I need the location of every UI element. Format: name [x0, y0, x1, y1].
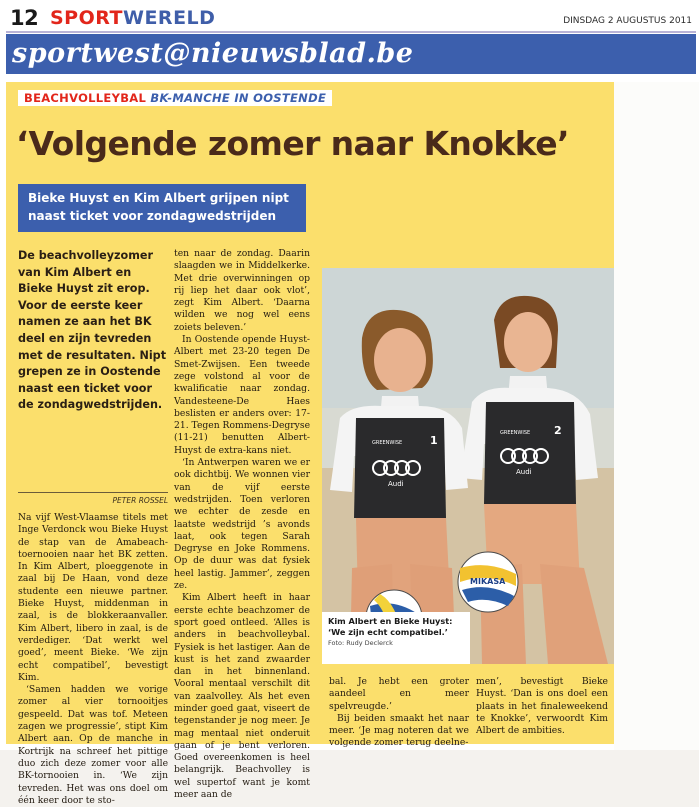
- paragraph: Bij beiden smaakt het naar meer. ‘Je mag noteren dat we volgende zomer terug deelne-: [329, 712, 469, 749]
- header-rule: [6, 31, 696, 33]
- jersey-number-left: 1: [430, 434, 438, 447]
- paragraph: ‘Samen hadden we vorige zomer al vier tornooitjes gespeeld. Dat was tof. Meteen zagen we progressie’, stipt Kim Albert aan. Op de manche in Kortrijk na schreef het pittige duo zich deze zomer voor alle BK-tornooien in. ‘We zijn tevreden. Het was ons doel om één keer door te sto-: [18, 684, 168, 806]
- article-column-2: [174, 248, 310, 801]
- article-byline: PETER ROSSEL: [18, 492, 168, 505]
- shirt-sponsor-left: GREENWISE: [372, 440, 403, 446]
- section-email[interactable]: sportwest@nieuwsblad.be: [12, 38, 414, 69]
- shirt-brand-right: Audi: [516, 468, 532, 476]
- kicker-event: BK-MANCHE IN OOSTENDE: [150, 91, 327, 105]
- jersey-number-right: 2: [554, 424, 562, 437]
- article-lead: De beachvolleyzomer van Kim Albert en Bieke Huyst zit erop. Voor de eerste keer namen ze aan het BK deel en zijn tevreden met de resultaten. Nipt grepen ze in Oostende naast een ticket voor de zondagwedstrijden.: [18, 249, 167, 412]
- photo-caption: [322, 612, 470, 664]
- photo-credit: Foto: Rudy Declerck: [328, 639, 393, 647]
- page-number: 12: [10, 6, 39, 30]
- caption-text: Kim Albert en Bieke Huyst: ‘We zijn echt compatibel.’: [328, 616, 453, 637]
- shirt-brand-left: Audi: [388, 480, 404, 488]
- article-block: [6, 82, 614, 806]
- paragraph: ten naar de zondag. Daarin slaagden we in Middelkerke. Met drie overwinningen op rij liep het daar ook vlot’, zegt Kim Albert. ‘Daarna wilden we nog wel eens zoiets beleven.’: [174, 248, 310, 333]
- beach-players-photo: [322, 268, 614, 664]
- paragraph: Kim Albert heeft in haar eerste echte beachzomer de sport goed ontleed. ‘Alles is anders in beachvolleybal. Fysiek is het lastiger. Aan de kust is het zand zwaarder dan in het binnenland. Vooral mentaal verschilt dit van zaalvolley. Als het even minder goed gaat, viseert de tegenstander je nog meer. Je mag mentaal niet onderuit gaan of je bent verloren. Goed overeenkomen is heel belangrijk. Beachvolley is wel supertof want je komt meer aan de: [174, 592, 310, 801]
- paragraph: men’, bevestigt Bieke Huyst. ‘Dan is ons doel een plaats in het finaleweekend te Knokke’, verwoordt Kim Albert de ambities.: [476, 676, 608, 737]
- paragraph: bal. Je hebt een groter aandeel en meer spelvreugde.’: [329, 676, 469, 712]
- article-headline: ‘Volgende zomer naar Knokke’: [16, 124, 569, 163]
- paragraph: Na vijf West-Vlaamse titels met Inge Verdonck wou Bieke Huyst de stap van de Amabeach-toernooien naar het BK zetten. In Kim Albert, ploeggenote in zaal bij De Haan, vond deze studente een nieuwe partner. Bieke Huyst, middenman in zaal, is de blokkeraanvaller. Kim Albert, libero in zaal, is de verdediger. ‘Dat werkt wel goed’, meent Bieke. ‘We zijn echt compatibel’, bevestigt Kim.: [18, 512, 168, 683]
- volleyball-right-icon: [458, 552, 518, 612]
- page-header: [6, 6, 696, 30]
- ball-brand: MIKASA: [470, 577, 506, 586]
- publication-date: DINSDAG 2 AUGUSTUS 2011: [563, 16, 692, 26]
- section-title-sport: SPORT: [50, 7, 123, 29]
- article-column-4: [476, 676, 608, 737]
- email-banner: [6, 34, 696, 74]
- article-column-3: [329, 676, 469, 750]
- section-title: [50, 7, 215, 29]
- kicker-sport: BEACHVOLLEYBAL: [24, 91, 147, 105]
- page-margin: [614, 82, 699, 750]
- paragraph: ‘In Antwerpen waren we er ook dichtbij. We wonnen vier van de vijf eerste wedstrijden. Toen verloren we echter de zesde en laatste wedstrijd ’s avonds laat, ook tegen Sarah Degryse en Joke Rommens. Op de duur was dat fysiek heel lastig. Jammer’, zeggen ze.: [174, 457, 310, 592]
- section-title-wereld: WERELD: [123, 7, 216, 29]
- paragraph: In Oostende opende Huyst-Albert met 23-20 tegen De Smet-Zwijsen. Een tweede zege volstond al voor de kwalificatie naar zondag. Vandesteene-De Haes beslisten er anders over: 17-21. Tegen Rommens-Degryse (11-21) benutten Albert-Huyst de extra-kans niet.: [174, 334, 311, 456]
- article-column-1: [18, 512, 168, 807]
- shirt-sponsor-right: GREENWISE: [500, 430, 531, 436]
- article-subhead: Bieke Huyst en Kim Albert grijpen nipt naast ticket voor zondagwedstrijden: [18, 184, 306, 232]
- article-photo: [322, 268, 614, 664]
- article-kicker: [18, 90, 332, 106]
